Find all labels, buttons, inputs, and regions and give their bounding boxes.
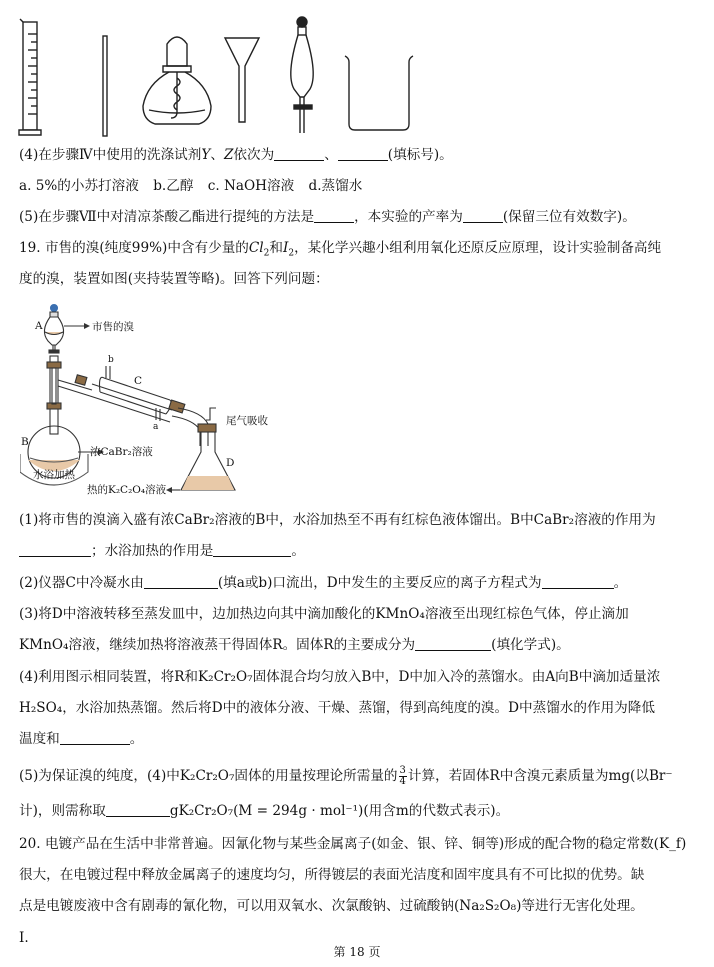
q19-part3-line2	[19, 636, 570, 654]
q19-part3-text-a: KMnO₄溶液，继续加热将溶液蒸干得固体R。固体R的主要成分为	[19, 637, 416, 653]
fraction-denominator: 4	[399, 776, 406, 787]
graduated-cylinder-icon	[19, 19, 41, 135]
q18-step5-text: (5)在步骤Ⅶ中对清凉茶酸乙酯进行提纯的方法是	[19, 209, 315, 225]
glass-rod-icon	[103, 36, 107, 136]
q19-part1-line2	[19, 542, 305, 560]
q18-step4-suffix: (填标号)。	[387, 147, 453, 163]
q18-step5-suffix: (保留三位有效数字)。	[502, 209, 636, 225]
q19-intro-text-2: 度的溴，装置如图(夹持装置等略)。回答下列问题：	[19, 271, 329, 287]
answer-blank-yield[interactable]	[463, 208, 503, 223]
q20-text-2: 很大，在电镀过程中释放金属离子的速度均匀，所得镀层的表面光洁度和固牢度具有不可比拟的优势。缺	[19, 867, 645, 883]
q19-part3-text-b: (填化学式)。	[491, 637, 570, 653]
q19-part4-line1	[19, 668, 660, 686]
diagram-label-cabr2: 浓CaBr₂溶液	[90, 446, 153, 458]
diagram-label-bromine: 市售的溴	[92, 321, 134, 333]
q19-part5-text-b: 计算，若固体R中含溴元素质量为mg(以Br⁻	[407, 768, 673, 784]
option-d: d.蒸馏水	[308, 178, 363, 194]
fraction-three-quarters	[399, 766, 407, 787]
q18-step4-line: (4)在步骤Ⅳ中使用的洗涤试剂Y、Z依次为 、 (填标号)。	[19, 147, 453, 163]
diagram-label-A: A	[35, 320, 43, 332]
q19-part2-text-a: (2)仪器C中冷凝水由	[19, 575, 144, 591]
page-footer	[0, 943, 714, 960]
q20-line1	[19, 835, 686, 853]
answer-blank-solid-r[interactable]	[415, 636, 491, 651]
diagram-label-b: b	[108, 355, 114, 365]
q19-part2-line	[19, 574, 627, 592]
diagram-label-k2c2o4: 热的K₂C₂O₄溶液	[87, 484, 167, 496]
q20-text-4: I.	[19, 930, 29, 946]
q19-part4-line2	[19, 699, 655, 717]
q19-part5-text-c: 计)，则需称取	[19, 803, 106, 819]
q19-intro-line2	[19, 270, 329, 288]
q19-part4-text-3: 温度和	[19, 731, 60, 747]
diagram-label-B: B	[21, 436, 29, 448]
alcohol-lamp-icon	[143, 37, 211, 124]
q19-part4-text-1: (4)利用图示相同装置，将R和K₂Cr₂O₇固体混合均匀放入B中，D中加入冷的蒸馏水。由A向B中滴加适量浓	[19, 669, 661, 685]
apparatus-row-image	[15, 14, 435, 138]
q20-line2	[19, 866, 644, 884]
q20-text-3: 点是电镀废液中含有剧毒的氰化物，可以用双氧水、次氯酸钠、过硫酸钠(Na₂S₂O₈)等进行无害化处理。	[19, 898, 644, 914]
q19-part1-text: (1)将市售的溴滴入盛有浓CaBr₂溶液的B中，水浴加热至不再有红棕色液体馏出。B中CaBr₂溶液的作用为	[19, 512, 656, 528]
q19-part1-end: 。	[291, 543, 305, 559]
page-number: 第 18 页	[333, 945, 381, 959]
funnel-icon	[225, 38, 259, 122]
answer-blank-z[interactable]	[338, 146, 388, 161]
answer-blank-water-bath-role[interactable]	[213, 542, 291, 557]
separatory-funnel-icon	[291, 17, 313, 133]
diagram-label-C: C	[134, 375, 143, 387]
option-a: a. 5%的小苏打溶液	[19, 178, 139, 194]
q18-step4-text: (4)在步骤Ⅳ中使用的洗涤试剂	[19, 147, 202, 163]
diagram-label-water-bath: 水浴加热	[33, 469, 75, 481]
answer-blank-ion-equation[interactable]	[542, 574, 614, 589]
q19-part1-line1	[19, 511, 656, 529]
q18-step4-mid: 依次为	[233, 147, 275, 163]
answer-blank-cabr2-role[interactable]	[19, 542, 91, 557]
q19-part2-text-b: (填a或b)口流出，D中发生的主要反应的离子方程式为	[217, 575, 542, 591]
q18-step5-line	[19, 208, 636, 226]
q20-text-1: 20. 电镀产品在生活中非常普遍。因氰化物与某些金属离子(如金、银、锌、铜等)形成的配合物的稳定常数(K_f)	[19, 836, 687, 852]
q19-part1-mid: ；水浴加热的作用是	[91, 543, 214, 559]
answer-blank-mass[interactable]	[106, 802, 170, 817]
diagram-label-a: a	[153, 422, 159, 432]
q18-step4-sep: 、	[324, 147, 338, 163]
fraction-numerator: 3	[399, 765, 406, 776]
q19-part5-text-d: gK₂Cr₂O₇(M = 294g · mol⁻¹)(用含m的代数式表示)。	[169, 803, 510, 819]
option-c: c. NaOH溶液	[207, 178, 295, 194]
q19-part5-text-a: (5)为保证溴的纯度，(4)中K₂Cr₂O₇固体的用量按理论所需量的	[19, 768, 398, 784]
beaker-icon	[345, 56, 413, 130]
diagram-label-tail-gas: 尾气吸收	[226, 415, 268, 427]
answer-blank-outlet[interactable]	[144, 574, 218, 589]
q19-part4-text-2: H₂SO₄，水浴加热蒸馏。然后将D中的液体分液、干燥、蒸馏，得到高纯度的溴。D中蒸馏水的作用为降低	[19, 700, 655, 716]
q19-intro-text-a: 19. 市售的溴(纯度99%)中含有少量的	[19, 240, 249, 256]
q19-part2-end: 。	[613, 575, 628, 591]
answer-blank-water-role[interactable]	[60, 730, 130, 745]
answer-blank-method[interactable]	[314, 208, 354, 223]
answer-blank-y[interactable]	[274, 146, 324, 161]
diagram-label-D: D	[226, 457, 235, 469]
q19-intro-text-b: ，某化学兴趣小组利用氧化还原反应原理，设计实验制备高纯	[294, 240, 662, 256]
q19-part5-line2	[19, 802, 509, 820]
q19-part4-end: 。	[129, 731, 144, 747]
q19-part3-line1	[19, 605, 629, 623]
q18-step5-mid: ，本实验的产率为	[354, 209, 463, 225]
q19-part4-line3	[19, 730, 143, 748]
q19-part3-text: (3)将D中溶液转移至蒸发皿中，边加热边向其中滴加酸化的KMnO₄溶液至出现红棕色气体，停止滴加	[19, 606, 629, 622]
option-b: b.乙醇	[153, 178, 194, 194]
q18-options-line	[19, 177, 362, 195]
q19-intro-line1: 19. 市售的溴(纯度99%)中含有少量的$Cl_2$和$I_2$，某化学兴趣小组利用氧化还原反应原理，设计实验制备高纯	[19, 240, 662, 259]
q19-part5-line1	[19, 766, 673, 787]
q20-line3	[19, 897, 644, 915]
